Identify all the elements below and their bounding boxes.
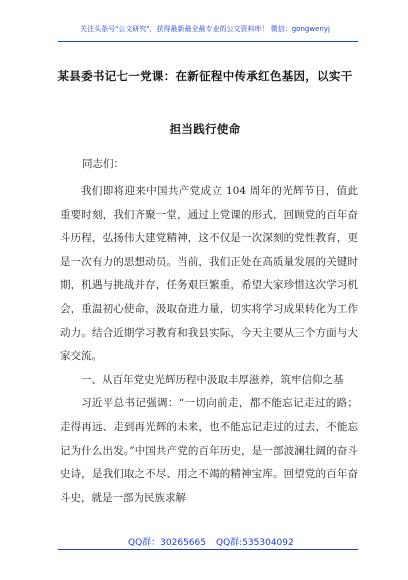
header-divider xyxy=(58,41,358,42)
header-banner: 关注头条号"公文研究"，获得最新最全最专业的公文资料库！ 微信：gongwenyj xyxy=(80,25,330,33)
footer-qq-group-2: QQ群:535304092 xyxy=(216,538,294,548)
greeting: 同志们： xyxy=(82,158,124,170)
body-paragraph-2: 习近平总书记强调：“一切向前走，都不能忘记走过的路；走得再远、走到再光辉的未来，也不能忘记走过的过去，不能忘记为什么出发。”中国共产党的百年历史，是一部波澜壮阔的奋斗史诗，是我们取之不尽、用之不竭的精神宝库。回望党的百年奋斗史，就是一部为民族求解 xyxy=(60,397,358,504)
footer-divider xyxy=(58,549,358,550)
document-title-line-1: 某县委书记七一党课：在新征程中传承红色基因，以实干 xyxy=(57,69,353,83)
body-paragraph-1: 我们即将迎来中国共产党成立 104 周年的光辉节日，值此重要时刻，我们齐聚一堂，通过上党课的形式，回顾党的百年奋斗历程，弘扬伟大建党精神，这不仅是一次深刻的党性教育，更是一次有力的思想动员。当前，我们正处在高质量发展的关键时期，机遇与挑战并存，任务艰巨繁重，希望大家珍惜这次学习机会，重温初心使命，汲取奋进力量，切实将学习成果转化为工作动力。结合近期学习教育和我县实际，今天主要从三个方面与大家交流。 xyxy=(60,185,358,363)
footer-qq-group-1: QQ群：30265665 xyxy=(128,538,206,548)
document-body xyxy=(60,180,358,510)
document-title-line-2: 担当践行使命 xyxy=(169,122,241,136)
section-heading-1: 一、从百年党史光辉历程中汲取丰厚滋养，筑牢信仰之基 xyxy=(81,373,344,386)
